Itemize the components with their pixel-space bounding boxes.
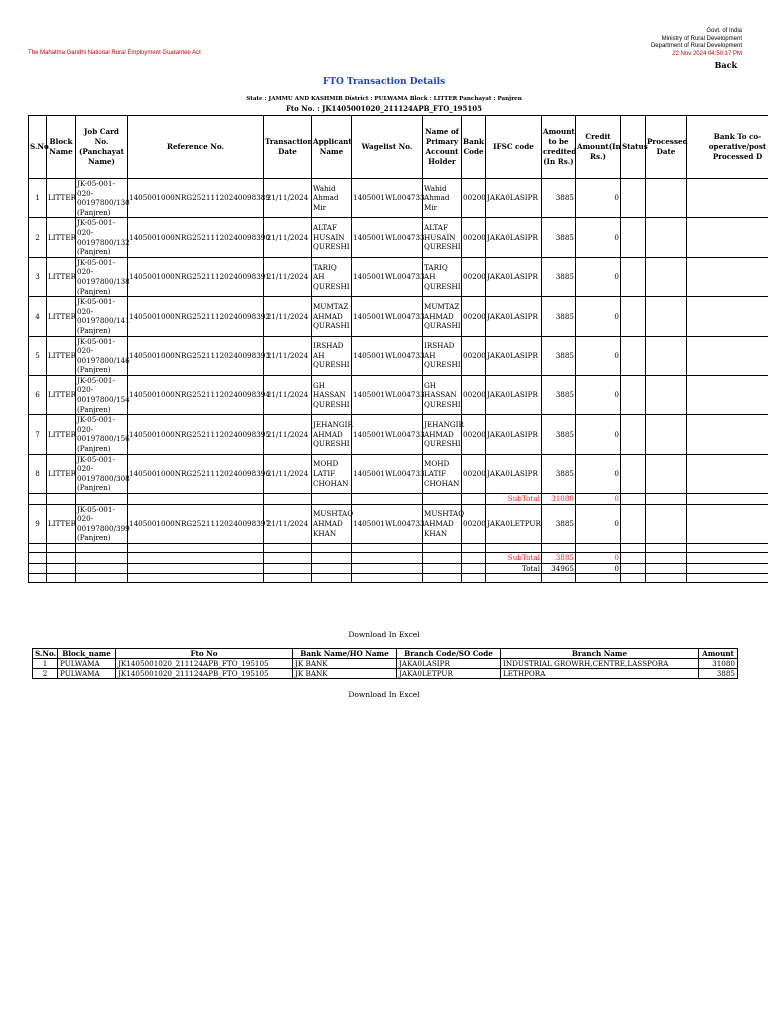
total-credit: 0 [576, 563, 621, 574]
summary-block: PULWAMA [58, 659, 116, 669]
cell-applicant: MUMTAZ AHMAD QURASHI [312, 297, 352, 336]
empty-cell [264, 574, 312, 583]
summary-body [33, 659, 738, 679]
col-header-ifsc: IFSC code [486, 116, 542, 179]
empty-cell [621, 257, 646, 296]
summary-branchname: INDUSTRIAL GROWRH,CENTRE,LASSPORA [501, 659, 699, 669]
empty-cell [646, 179, 687, 218]
empty-cell [352, 494, 423, 505]
cell-applicant: IRSHAD AH QURESHI [312, 336, 352, 375]
cell-bankcode: 00200 [462, 415, 486, 454]
empty-cell [47, 563, 76, 574]
fto-number: Fto No. : JK1405001020_211124APB_FTO_195105 [285, 104, 483, 113]
cell-applicant: ALTAF HUSAIN QURESHI [312, 218, 352, 257]
empty-cell [646, 415, 687, 454]
cell-wagelist: 1405001WL004733 [352, 454, 423, 493]
location-info: State : JAMMU AND KASHMIR District : PULWAMA Block : LITTER Panchayat : Panjren [246, 96, 522, 102]
download-excel-link-1[interactable]: Download In Excel [348, 630, 420, 639]
cell-applicant: MOHD LATIF CHOHAN [312, 454, 352, 493]
empty-cell [687, 563, 768, 574]
cell-block: LITTER [47, 504, 76, 543]
empty-cell [646, 574, 687, 583]
cell-jobcard: JK-05-001-020-00197800/130 (Panjren) [77, 179, 130, 217]
table-row[interactable] [29, 454, 768, 493]
empty-cell [621, 504, 646, 543]
summary-sno: 2 [33, 669, 58, 679]
cell-jobcard: JK-05-001-020-00197800/138 (Panjren) [77, 257, 130, 296]
empty-cell [128, 563, 264, 574]
total-row [29, 563, 768, 574]
cell-credit: 0 [576, 336, 621, 375]
transaction-body [29, 179, 768, 583]
download-excel-link-2[interactable]: Download In Excel [348, 690, 420, 699]
cell-credit: 0 [576, 415, 621, 454]
cell-bankcode: 00200 [462, 218, 486, 257]
cell-applicant: JEHANGIR AHMAD QURESHI [312, 415, 352, 454]
empty-cell [352, 563, 423, 574]
empty-cell [47, 574, 76, 583]
empty-cell [687, 257, 768, 296]
cell-wagelist: 1405001WL004733 [352, 375, 423, 414]
cell-amount: 3885 [542, 257, 576, 296]
cell-holder: IRSHAD AH QURESHI [423, 336, 462, 375]
empty-cell [462, 543, 486, 552]
cell-applicant: MUSHTAQ AHMAD KHAN [312, 504, 352, 543]
empty-cell [621, 415, 646, 454]
table-row[interactable] [29, 375, 768, 414]
cell-bankcode: 00200 [462, 297, 486, 336]
cell-bankcode: 00200 [462, 504, 486, 543]
col-header-processed: Processed Date [646, 116, 687, 179]
cell-jobcard: JK-05-001-020-00197800/132 (Panjren) [77, 218, 130, 257]
subtotal-row [29, 552, 768, 563]
cell-credit: 0 [576, 297, 621, 336]
empty-cell [621, 552, 646, 563]
cell-sno: 4 [29, 297, 47, 336]
empty-cell [462, 552, 486, 563]
cell-amount: 3885 [542, 415, 576, 454]
cell-ifsc: JAKA0LASIPR [486, 179, 542, 218]
empty-cell [687, 218, 768, 257]
cell-jobcard: JK-05-001-020-00197800/146 (Panjren) [77, 336, 130, 375]
empty-cell [264, 563, 312, 574]
cell-reference: 1405001000NRG25211120240098394 [128, 375, 264, 414]
subtotal-row [29, 494, 768, 505]
summary-col-amount: Amount [699, 649, 738, 659]
cell-sno: 5 [29, 336, 47, 375]
cell-holder: MUMTAZ AHMAD QURASHI [423, 297, 462, 336]
cell-ifsc: JAKA0LASIPR [486, 375, 542, 414]
empty-cell [687, 297, 768, 336]
empty-cell [76, 494, 128, 505]
table-row[interactable] [29, 415, 768, 454]
empty-cell [621, 563, 646, 574]
cell-ifsc: JAKA0LASIPR [486, 454, 542, 493]
cell-amount: 3885 [542, 218, 576, 257]
cell-sno: 3 [29, 257, 47, 296]
cell-holder: MOHD LATIF CHOHAN [423, 454, 462, 493]
empty-cell [687, 179, 768, 218]
cell-ifsc: JAKA0LASIPR [486, 415, 542, 454]
col-header-credit: Credit Amount(In Rs.) [576, 116, 621, 179]
empty-cell [423, 494, 462, 505]
cell-sno: 1 [29, 179, 47, 218]
cell-applicant: TARIQ AH QURESHI [312, 257, 352, 296]
summary-branchname: LETHPORA [501, 669, 699, 679]
col-header-holder: Name of Primary Account Holder [423, 116, 462, 179]
cell-ifsc: JAKA0LASIPR [486, 297, 542, 336]
cell-block: LITTER [47, 297, 76, 336]
empty-cell [312, 552, 352, 563]
cell-amount: 3885 [542, 504, 576, 543]
empty-cell [687, 552, 768, 563]
cell-wagelist: 1405001WL004733 [352, 415, 423, 454]
empty-cell [312, 543, 352, 552]
cell-date: 21/11/2024 [264, 179, 312, 218]
col-header-status: Status [621, 116, 646, 179]
empty-cell [462, 574, 486, 583]
cell-bankcode: 00200 [462, 257, 486, 296]
blank-row [29, 543, 768, 552]
cell-amount: 3885 [542, 336, 576, 375]
subtotal-amount: 31080 [542, 494, 576, 505]
empty-cell [621, 375, 646, 414]
subtotal-label: SubTotal [486, 494, 542, 505]
summary-col-branchname: Branch Name [501, 649, 699, 659]
col-header-jobcard: Job Card No. (Panchayat Name) [76, 116, 128, 179]
empty-cell [646, 257, 687, 296]
col-header-bankcode: Bank Code [462, 116, 486, 179]
cell-wagelist: 1405001WL004733 [352, 336, 423, 375]
empty-cell [423, 552, 462, 563]
summary-amount: 31080 [699, 659, 738, 669]
cell-jobcard: JK-05-001-020-00197800/154 (Panjren) [77, 375, 130, 414]
cell-holder: JEHANGIR AHMAD QURESHI [423, 415, 462, 454]
empty-cell [29, 543, 47, 552]
cell-bankcode: 00200 [462, 454, 486, 493]
cell-block: LITTER [47, 415, 76, 454]
empty-cell [76, 543, 128, 552]
cell-block: LITTER [47, 257, 76, 296]
cell-jobcard: JK-05-001-020-00197800/399 (Panjren) [77, 504, 130, 543]
cell-date: 21/11/2024 [264, 336, 312, 375]
empty-cell [621, 179, 646, 218]
summary-block: PULWAMA [58, 669, 116, 679]
summary-bank: JK BANK [293, 669, 397, 679]
empty-cell [423, 543, 462, 552]
cell-holder: ALTAF HUSAIN QURESHI [423, 218, 462, 257]
cell-sno: 7 [29, 415, 47, 454]
table-row[interactable] [29, 504, 768, 543]
empty-cell [687, 494, 768, 505]
subtotal-credit: 0 [576, 552, 621, 563]
empty-cell [687, 543, 768, 552]
table-row[interactable] [29, 218, 768, 257]
empty-cell [621, 543, 646, 552]
empty-cell [76, 552, 128, 563]
cell-block: LITTER [47, 179, 76, 218]
cell-holder: MUSHTAQ AHMAD KHAN [423, 504, 462, 543]
empty-cell [687, 415, 768, 454]
empty-cell [462, 563, 486, 574]
table-row[interactable] [29, 336, 768, 375]
empty-cell [352, 543, 423, 552]
cell-bankcode: 00200 [462, 375, 486, 414]
cell-reference: 1405001000NRG25211120240098397 [128, 504, 264, 543]
empty-cell [646, 552, 687, 563]
cell-amount: 3885 [542, 179, 576, 218]
empty-cell [646, 543, 687, 552]
cell-block: LITTER [47, 375, 76, 414]
empty-cell [646, 504, 687, 543]
govt-label: Govt. of India [706, 28, 742, 34]
empty-cell [47, 543, 76, 552]
cell-sno: 2 [29, 218, 47, 257]
cell-block: LITTER [47, 218, 76, 257]
cell-credit: 0 [576, 218, 621, 257]
cell-holder: TARIQ AH QURESHI [423, 257, 462, 296]
ministry-label: Ministry of Rural Development [661, 35, 742, 42]
summary-branchcode: JAKA0LASIPR [397, 659, 501, 669]
col-header-wagelist: Wagelist No. [352, 116, 423, 179]
cell-credit: 0 [576, 504, 621, 543]
cell-bankcode: 00200 [462, 179, 486, 218]
ministry-block [651, 28, 742, 58]
summary-header-row [33, 649, 738, 659]
empty-cell [47, 552, 76, 563]
summary-col-bank: Bank Name/HO Name [293, 649, 397, 659]
summary-col-block: Block_name [58, 649, 116, 659]
empty-cell [687, 336, 768, 375]
empty-cell [264, 494, 312, 505]
empty-cell [423, 574, 462, 583]
empty-cell [576, 543, 621, 552]
empty-cell [542, 574, 576, 583]
empty-cell [264, 552, 312, 563]
back-link[interactable]: Back [714, 60, 737, 70]
cell-wagelist: 1405001WL004733 [352, 257, 423, 296]
cell-date: 21/11/2024 [264, 297, 312, 336]
cell-date: 21/11/2024 [264, 415, 312, 454]
summary-fto: JK1405001020_211124APB_FTO_195105 [116, 659, 293, 669]
cell-ifsc: JAKA0LASIPR [486, 218, 542, 257]
table-header-row [29, 116, 768, 179]
summary-col-branchcode: Branch Code/SO Code [397, 649, 501, 659]
cell-holder: GH HASSAN QURESHI [423, 375, 462, 414]
cell-reference: 1405001000NRG25211120240098392 [128, 297, 264, 336]
cell-credit: 0 [576, 454, 621, 493]
empty-cell [646, 563, 687, 574]
empty-cell [29, 563, 47, 574]
cell-wagelist: 1405001WL004733 [352, 179, 423, 218]
empty-cell [687, 504, 768, 543]
empty-cell [264, 543, 312, 552]
table-row[interactable] [29, 257, 768, 296]
empty-cell [621, 336, 646, 375]
cell-sno: 6 [29, 375, 47, 414]
col-header-amount: Amount to be credited (In Rs.) [542, 116, 576, 179]
transaction-table-wrap[interactable] [28, 115, 768, 583]
summary-fto: JK1405001020_211124APB_FTO_195105 [116, 669, 293, 679]
subtotal-label: SubTotal [486, 552, 542, 563]
empty-cell [47, 494, 76, 505]
empty-cell [486, 574, 542, 583]
empty-cell [687, 454, 768, 493]
summary-sno: 1 [33, 659, 58, 669]
cell-date: 21/11/2024 [264, 454, 312, 493]
empty-cell [646, 336, 687, 375]
summary-table [32, 648, 738, 679]
summary-row[interactable] [33, 669, 738, 679]
cell-ifsc: JAKA0LETPUR [486, 504, 542, 543]
empty-cell [423, 563, 462, 574]
empty-cell [76, 574, 128, 583]
empty-cell [646, 454, 687, 493]
cell-wagelist: 1405001WL004733 [352, 218, 423, 257]
summary-bank: JK BANK [293, 659, 397, 669]
col-header-sno: S.No [29, 116, 47, 179]
col-header-bank-processed: Bank To co-operative/post Processed D [687, 116, 768, 179]
empty-cell [687, 574, 768, 583]
transaction-table [28, 115, 768, 583]
cell-reference: 1405001000NRG25211120240098396 [128, 454, 264, 493]
table-row[interactable] [29, 297, 768, 336]
empty-cell [128, 552, 264, 563]
summary-col-fto: Fto No [116, 649, 293, 659]
cell-reference: 1405001000NRG25211120240098391 [128, 257, 264, 296]
blank-row [29, 574, 768, 583]
cell-holder: Wahid Ahmad Mir [423, 179, 462, 218]
empty-cell [29, 552, 47, 563]
cell-date: 21/11/2024 [264, 375, 312, 414]
empty-cell [621, 454, 646, 493]
cell-credit: 0 [576, 375, 621, 414]
empty-cell [352, 574, 423, 583]
empty-cell [542, 543, 576, 552]
empty-cell [312, 563, 352, 574]
empty-cell [76, 563, 128, 574]
subtotal-amount: 3885 [542, 552, 576, 563]
cell-date: 21/11/2024 [264, 257, 312, 296]
empty-cell [29, 494, 47, 505]
empty-cell [486, 543, 542, 552]
cell-credit: 0 [576, 257, 621, 296]
cell-applicant: Wahid Ahmad Mir [312, 179, 352, 218]
datetime-label: 22 Nov 2024 04:50:17 PM [672, 50, 742, 57]
cell-wagelist: 1405001WL004733 [352, 297, 423, 336]
cell-block: LITTER [47, 454, 76, 493]
total-label: Total [486, 563, 542, 574]
empty-cell [462, 494, 486, 505]
cell-amount: 3885 [542, 375, 576, 414]
cell-reference: 1405001000NRG25211120240098393 [128, 336, 264, 375]
empty-cell [29, 574, 47, 583]
summary-col-sno: S.No. [33, 649, 58, 659]
cell-bankcode: 00200 [462, 336, 486, 375]
cell-reference: 1405001000NRG25211120240098395 [128, 415, 264, 454]
empty-cell [621, 574, 646, 583]
department-label: Department of Rural Development [650, 43, 742, 49]
empty-cell [646, 218, 687, 257]
col-header-block: Block Name [47, 116, 76, 179]
cell-reference: 1405001000NRG25211120240098389 [128, 179, 264, 218]
empty-cell [621, 494, 646, 505]
cell-ifsc: JAKA0LASIPR [486, 257, 542, 296]
summary-row[interactable] [33, 659, 738, 669]
empty-cell [128, 543, 264, 552]
empty-cell [312, 574, 352, 583]
empty-cell [128, 574, 264, 583]
cell-jobcard: JK-05-001-020-00197800/156 (Panjren) [77, 415, 130, 454]
cell-amount: 3885 [542, 297, 576, 336]
col-header-date: Transaction Date [264, 116, 312, 179]
cell-wagelist: 1405001WL004733 [352, 504, 423, 543]
col-header-applicant: Applicant Name [312, 116, 352, 179]
act-name: The Mahatma Gandhi National Rural Employment Guarantee Act [28, 50, 201, 56]
page-title: FTO Transaction Details [322, 77, 446, 87]
empty-cell [646, 375, 687, 414]
cell-sno: 8 [29, 454, 47, 493]
empty-cell [576, 574, 621, 583]
summary-amount: 3885 [699, 669, 738, 679]
cell-date: 21/11/2024 [264, 504, 312, 543]
empty-cell [621, 297, 646, 336]
cell-date: 21/11/2024 [264, 218, 312, 257]
empty-cell [312, 494, 352, 505]
cell-block: LITTER [47, 336, 76, 375]
empty-cell [646, 494, 687, 505]
empty-cell [128, 494, 264, 505]
summary-branchcode: JAKA0LETPUR [397, 669, 501, 679]
empty-cell [621, 218, 646, 257]
total-amount: 34965 [542, 563, 576, 574]
cell-applicant: GH HASSAN QURESHI [312, 375, 352, 414]
cell-sno: 9 [29, 504, 47, 543]
empty-cell [687, 375, 768, 414]
cell-credit: 0 [576, 179, 621, 218]
empty-cell [646, 297, 687, 336]
cell-jobcard: JK-05-001-020-00197800/141 (Panjren) [77, 297, 130, 335]
cell-jobcard: JK-05-001-020-00197800/308 (Panjren) [77, 454, 130, 493]
cell-ifsc: JAKA0LASIPR [486, 336, 542, 375]
subtotal-credit: 0 [576, 494, 621, 505]
cell-amount: 3885 [542, 454, 576, 493]
empty-cell [352, 552, 423, 563]
cell-reference: 1405001000NRG25211120240098390 [128, 218, 264, 257]
table-row[interactable] [29, 179, 768, 218]
col-header-reference: Reference No. [128, 116, 264, 179]
